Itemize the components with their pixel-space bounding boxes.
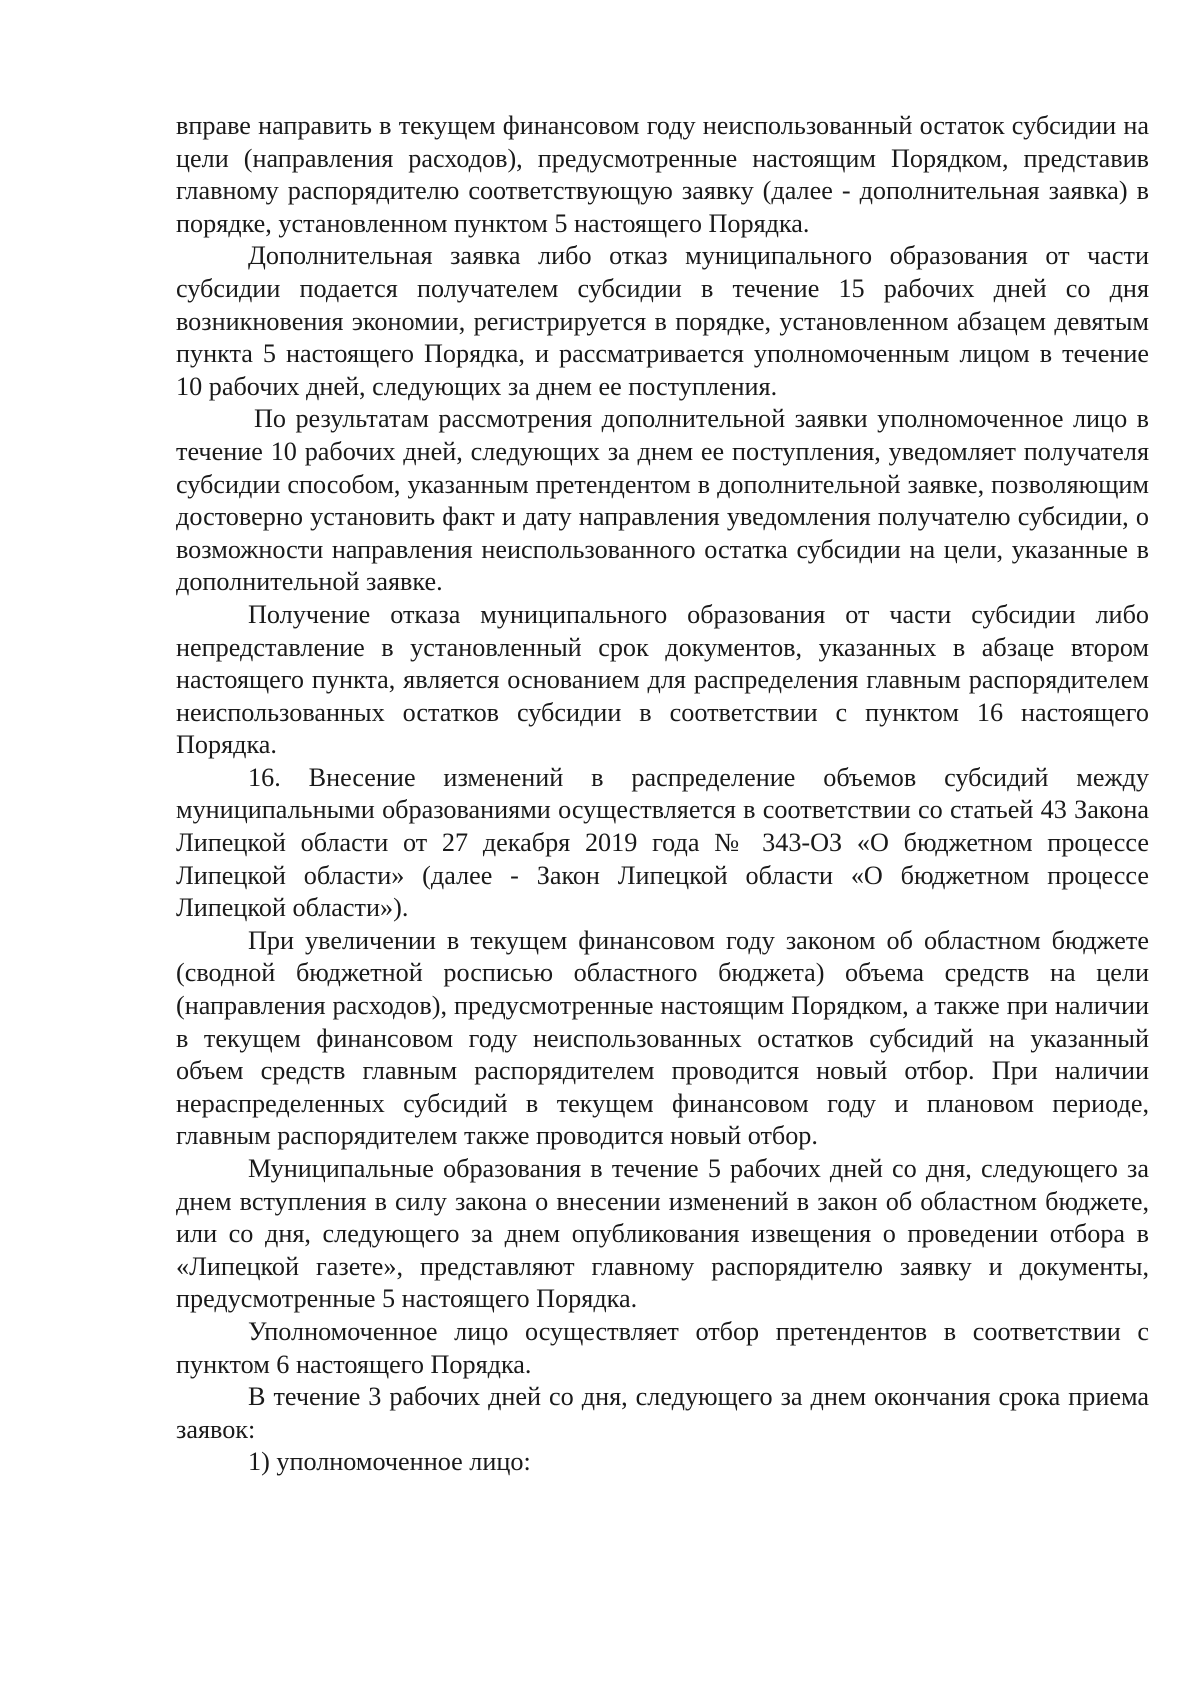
document-body: [176, 110, 1149, 1479]
paragraph-additional-application: Дополнительная заявка либо отказ муниципального образования от части субсидии подается получателем субсидии в течение 15 рабочих дней со дня возникновения экономии, регистрируется в порядке, установленном абзацем девятым пункта 5 настоящего Порядка, и рассматривается уполномоченным лицом в течение 10 рабочих дней, следующих за днем ее поступления.: [176, 241, 1149, 401]
paragraph-review-results: По результатам рассмотрения дополнительной заявки уполномоченное лицо в течение 10 рабочих дней, следующих за днем ее поступления, уведомляет получателя субсидии способом, указанным претендентом в дополнительной заявке, позволяющим достоверно установить факт и дату направления уведомления получателю субсидии, о возможности направления неиспользованного остатка субсидии на цели, указанные в дополнительной заявке.: [176, 404, 1149, 597]
paragraph-municipal-submission: Муниципальные образования в течение 5 рабочих дней со дня, следующего за днем вступления в силу закона о внесении изменений в закон об областном бюджете, или со дня, следующего за днем опубликования извещения о проведении отбора в «Липецкой газете», представляют главному распорядителю заявку и документы, предусмотренные 5 настоящего Порядка.: [176, 1154, 1149, 1314]
paragraph-list-item-1: 1) уполномоченное лицо:: [248, 1447, 531, 1477]
paragraph-continuation: вправе направить в текущем финансовом году неиспользованный остаток субсидии на цели (направления расходов), предусмотренные настоящим Порядком, представив главному распорядителю соответствующую заявку (далее - дополнительная заявка) в порядке, установленном пунктом 5 настоящего Порядка.: [176, 111, 1149, 238]
paragraph-refusal: Получение отказа муниципального образования от части субсидии либо непредставление в установленный срок документов, указанных в абзаце втором настоящего пункта, является основанием для распределения главным распорядителем неиспользованных остатков субсидии в соответствии с пунктом 16 настоящего Порядка.: [176, 599, 1149, 760]
paragraph-item-16: 16. Внесение изменений в распределение объемов субсидий между муниципальными образованиями осуществляется в соответствии со статьей 43 Закона Липецкой области от 27 декабря 2019 года № 343-ОЗ «О бюджетном процессе Липецкой области» (далее - Закон Липецкой области «О бюджетном процессе Липецкой области»).: [176, 762, 1149, 923]
paragraph-budget-increase: При увеличении в текущем финансовом году законом об областном бюджете (сводной бюджетной росписью областного бюджета) объема средств на цели (направления расходов), предусмотренные настоящим Порядком, а также при наличии в текущем финансовом году неиспользованных остатков субсидий на указанный объем средств главным распорядителем проводится новый отбор. При наличии нераспределенных субсидий в текущем финансовом году и плановом периоде, главным распорядителем также проводится новый отбор.: [176, 925, 1149, 1151]
paragraph-selection: Уполномоченное лицо осуществляет отбор претендентов в соответствии с пунктом 6 настоящего Порядка.: [176, 1316, 1149, 1379]
paragraph-deadline: В течение 3 рабочих дней со дня, следующего за днем окончания срока приема заявок:: [176, 1382, 1149, 1444]
